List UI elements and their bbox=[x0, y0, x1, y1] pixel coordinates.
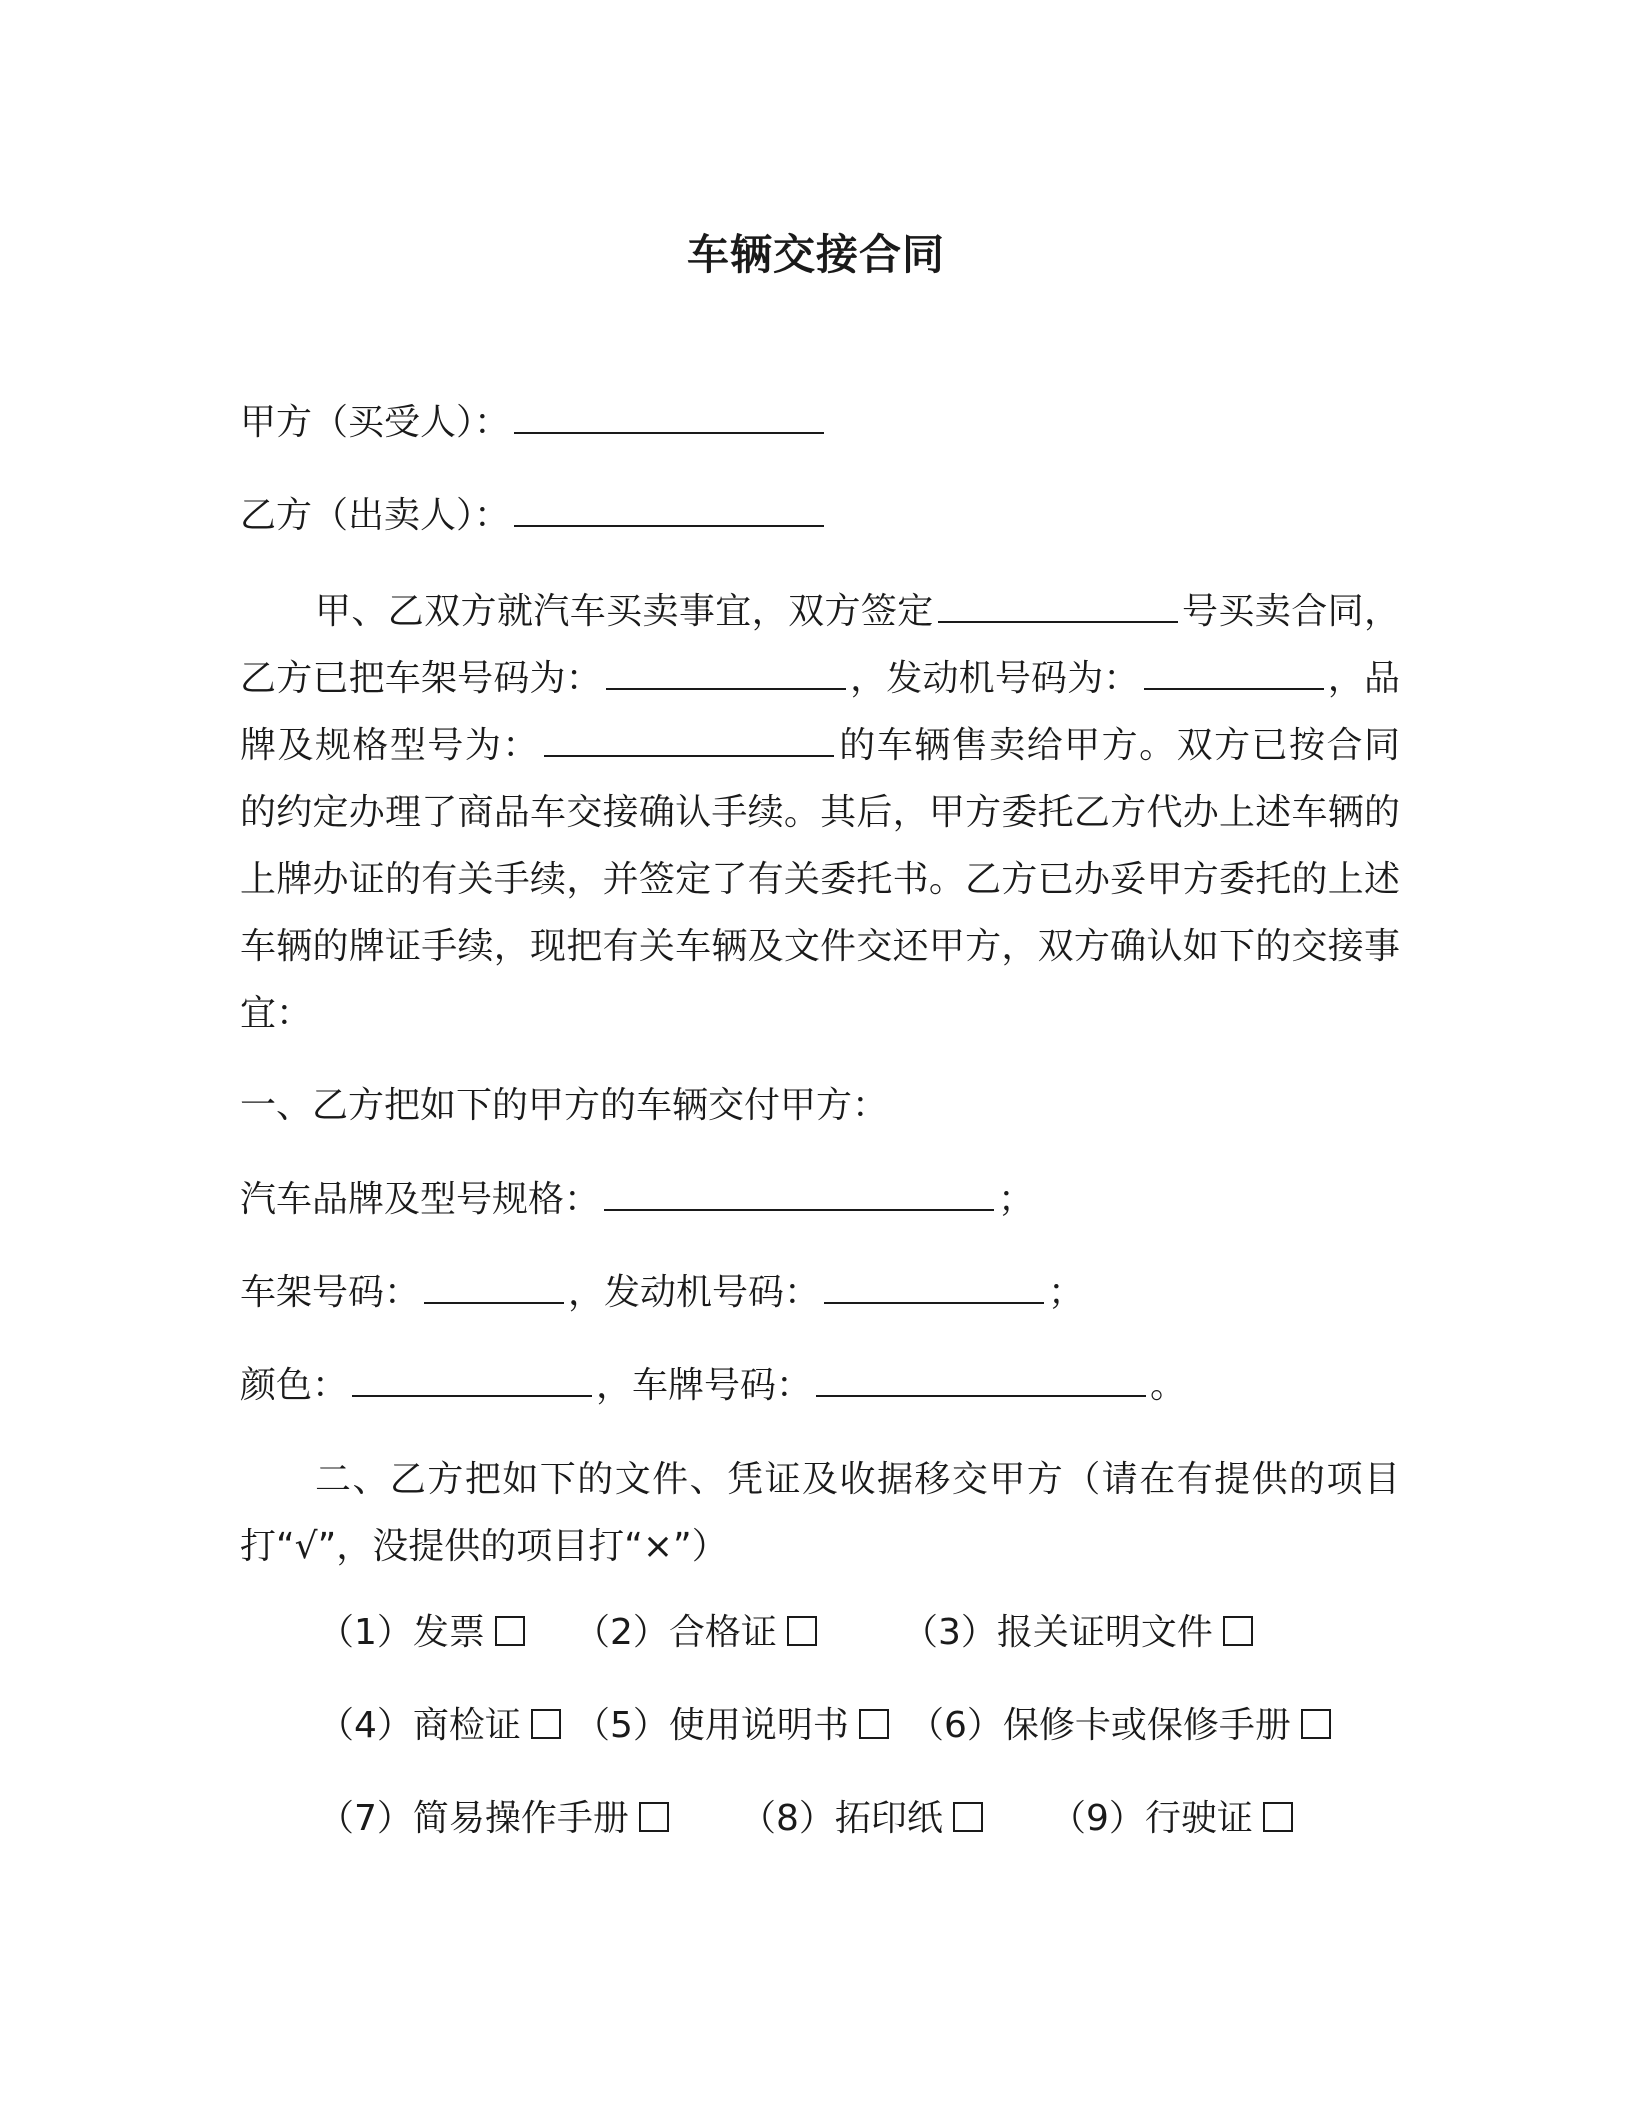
car-plate-blank[interactable] bbox=[816, 1361, 1146, 1397]
party-a-label: 甲方（买受人）： bbox=[240, 402, 511, 443]
doc-item-inspection bbox=[318, 1702, 561, 1750]
engine-number-blank[interactable] bbox=[1144, 654, 1324, 690]
party-b-blank[interactable] bbox=[514, 491, 824, 527]
doc-item-customs bbox=[902, 1609, 1253, 1657]
doc-item-label: （8）拓印纸 bbox=[740, 1798, 943, 1839]
section1-heading: 一、乙方把如下的甲方的车辆交付甲方： bbox=[240, 1085, 889, 1126]
intro-text-4: ，品牌及规格型号为： bbox=[240, 658, 1400, 766]
engine-label: ，发动机号码： bbox=[568, 1272, 821, 1313]
brand-model-blank[interactable] bbox=[544, 721, 834, 757]
doc-item-label: （1）发票 bbox=[318, 1612, 485, 1653]
doc-item-warranty bbox=[908, 1702, 1331, 1750]
intro-text-3: ，发动机号码为： bbox=[849, 658, 1140, 699]
intro-text-2: 号买卖合同，乙方已把车架号码为： bbox=[240, 591, 1400, 699]
color-plate-line bbox=[240, 1361, 1186, 1410]
car-vin-blank[interactable] bbox=[424, 1268, 564, 1304]
checkbox[interactable] bbox=[1263, 1802, 1293, 1832]
party-b-label: 乙方（出卖人）： bbox=[240, 495, 511, 536]
doc-item-label: （6）保修卡或保修手册 bbox=[908, 1705, 1291, 1746]
intro-paragraph bbox=[240, 578, 1400, 1047]
vin-blank[interactable] bbox=[606, 654, 846, 690]
doc-item-label: （3）报关证明文件 bbox=[902, 1612, 1213, 1653]
doc-item-label: （5）使用说明书 bbox=[574, 1705, 849, 1746]
doc-item-quick-guide bbox=[318, 1795, 669, 1843]
intro-text-5: 的车辆售卖给甲方。双方已按合同的约定办理了商品车交接确认手续。其后，甲方委托乙方代办上述车辆的上牌办证的有关手续，并签定了有关委托书。乙方已办妥甲方委托的上述车辆的牌证手续，现把有关车辆及文件交还甲方，双方确认如下的交接事宜： bbox=[240, 725, 1400, 1034]
checkbox[interactable] bbox=[639, 1802, 669, 1832]
checkbox[interactable] bbox=[787, 1616, 817, 1646]
section2-heading: 二、乙方把如下的文件、凭证及收据移交甲方（请在有提供的项目打“√”，没提供的项目打“×”） bbox=[240, 1459, 1400, 1567]
engine-end: ； bbox=[1048, 1272, 1085, 1313]
checkbox[interactable] bbox=[1223, 1616, 1253, 1646]
doc-item-label: （4）商检证 bbox=[318, 1705, 521, 1746]
vin-label: 车架号码： bbox=[240, 1272, 421, 1313]
document-title: 车辆交接合同 bbox=[686, 230, 945, 279]
party-a-line bbox=[240, 398, 828, 447]
doc-item-manual bbox=[574, 1702, 889, 1750]
color-label: 颜色： bbox=[240, 1365, 349, 1406]
doc-item-label: （9）行驶证 bbox=[1050, 1798, 1253, 1839]
doc-item-label: （7）简易操作手册 bbox=[318, 1798, 629, 1839]
brand-line bbox=[240, 1175, 1034, 1224]
car-color-blank[interactable] bbox=[352, 1361, 592, 1397]
intro-text-1: 甲、乙双方就汽车买卖事宜，双方签定 bbox=[315, 591, 934, 632]
brand-end: ； bbox=[998, 1179, 1035, 1220]
doc-item-certificate bbox=[574, 1609, 817, 1657]
checkbox[interactable] bbox=[1301, 1709, 1331, 1739]
brand-label: 汽车品牌及型号规格： bbox=[240, 1179, 601, 1220]
vin-engine-line bbox=[240, 1268, 1084, 1317]
car-brand-blank[interactable] bbox=[604, 1175, 994, 1211]
checkbox[interactable] bbox=[953, 1802, 983, 1832]
contract-number-blank[interactable] bbox=[938, 587, 1178, 623]
doc-item-license bbox=[1050, 1795, 1293, 1843]
doc-item-rubbing-paper bbox=[740, 1795, 983, 1843]
doc-item-label: （2）合格证 bbox=[574, 1612, 777, 1653]
checkbox[interactable] bbox=[531, 1709, 561, 1739]
checkbox[interactable] bbox=[495, 1616, 525, 1646]
party-a-blank[interactable] bbox=[514, 398, 824, 434]
car-engine-blank[interactable] bbox=[824, 1268, 1044, 1304]
party-b-line bbox=[240, 491, 828, 540]
doc-item-invoice bbox=[318, 1609, 525, 1657]
plate-end: 。 bbox=[1150, 1365, 1187, 1406]
plate-label: ，车牌号码： bbox=[596, 1365, 813, 1406]
checkbox[interactable] bbox=[859, 1709, 889, 1739]
